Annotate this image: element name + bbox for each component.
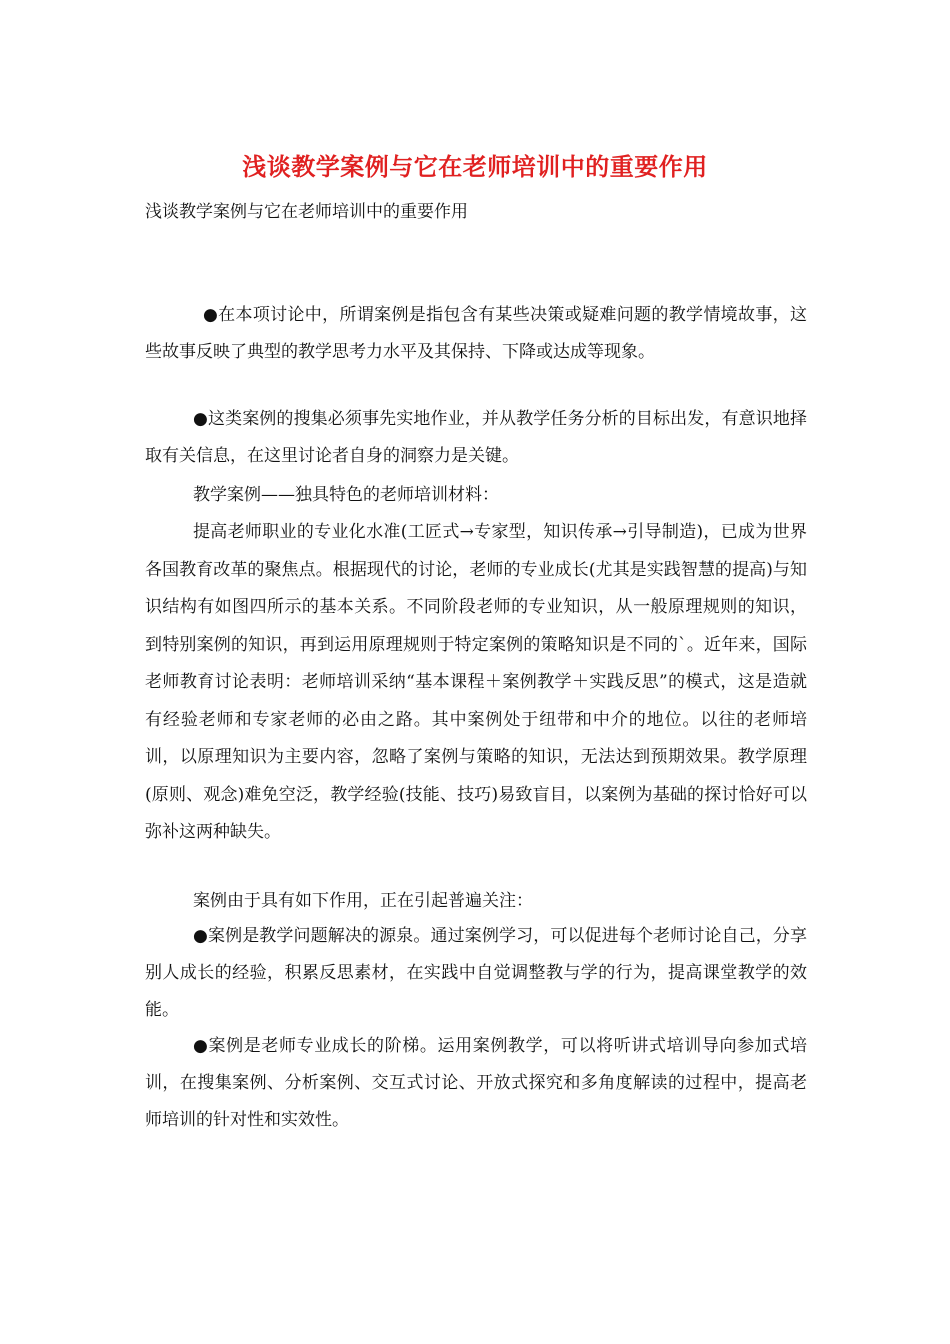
document-subtitle: 浅谈教学案例与它在老师培训中的重要作用: [145, 202, 468, 222]
paragraph-case-source: ●案例是教学问题解决的源泉。通过案例学习，可以促进每个老师讨论自己，分享别人成长的经验，积累反思素材，在实践中自觉调整教与学的行为，提高课堂教学的效能。: [145, 926, 807, 1020]
paragraph-case-definition: ●在本项讨论中，所谓案例是指包含有某些决策或疑难问题的教学情境故事，这些故事反映了典型的教学思考力水平及其保持、下降或达成等现象。: [145, 305, 807, 362]
document-title: 浅谈教学案例与它在老师培训中的重要作用: [242, 152, 708, 181]
paragraph-case-functions-intro: 案例由于具有如下作用，正在引起普遍关注：: [193, 891, 533, 911]
paragraph-case-ladder: ●案例是老师专业成长的阶梯。运用案例教学，可以将听讲式培训导向参加式培训，在搜集案例、分析案例、交互式讨论、开放式探究和多角度解读的过程中，提高老师培训的针对性和实效性。: [145, 1036, 807, 1130]
paragraph-case-collection: ●这类案例的搜集必须事先实地作业，并从教学任务分析的目标出发，有意识地择取有关信息，在这里讨论者自身的洞察力是关键。: [145, 409, 807, 466]
paragraph-professionalization: 提高老师职业的专业化水准(工匠式→专家型，知识传承→引导制造)，已成为世界各国教育改革的聚焦点。根据现代的讨论，老师的专业成长(尤其是实践智慧的提高)与知识结构有如图四所示的基本关系。不同阶段老师的专业知识，从一般原理规则的知识，到特别案例的知识，再到运用原理规则于特定案例的策略知识是不同的`。近年来，国际老师教育讨论表明：老师培训采纳“基本课程＋案例教学＋实践反思”的模式，这是造就有经验老师和专家老师的必由之路。其中案例处于纽带和中介的地位。以往的老师培训，以原理知识为主要内容，忽略了案例与策略的知识，无法达到预期效果。教学原理(原则、观念)难免空泛，教学经验(技能、技巧)易致盲目，以案例为基础的探讨恰好可以弥补这两种缺失。: [145, 522, 807, 842]
paragraph-section-heading: 教学案例——独具特色的老师培训材料：: [193, 485, 499, 505]
